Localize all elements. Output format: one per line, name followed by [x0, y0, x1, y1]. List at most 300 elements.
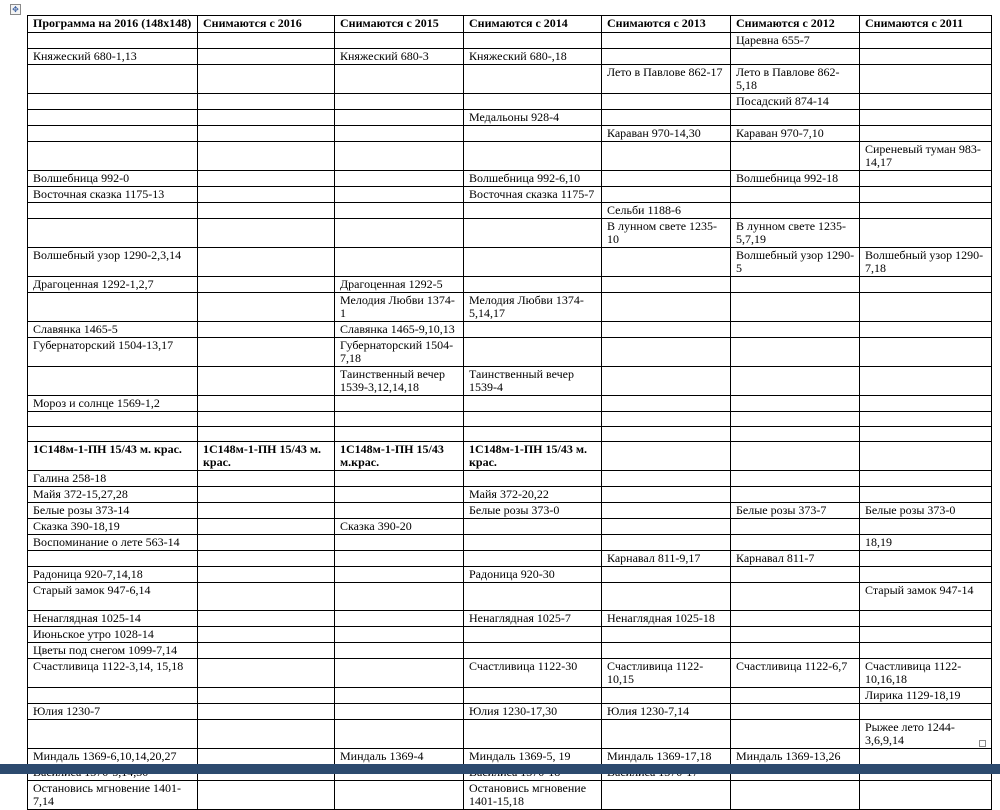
table-cell[interactable]: [731, 396, 860, 412]
table-cell[interactable]: Счастливица 1122-30: [464, 659, 602, 688]
table-cell[interactable]: [198, 519, 335, 535]
table-cell[interactable]: [28, 126, 198, 142]
table-cell[interactable]: [335, 643, 464, 659]
table-cell[interactable]: [198, 611, 335, 627]
table-cell[interactable]: [198, 688, 335, 704]
table-cell[interactable]: [464, 322, 602, 338]
table-cell[interactable]: Лирика 1129-18,19: [860, 688, 992, 704]
table-row: [28, 503, 992, 519]
table-cell[interactable]: [335, 171, 464, 187]
table-cell[interactable]: [602, 412, 731, 427]
table-cell[interactable]: [28, 94, 198, 110]
table-cell[interactable]: [731, 427, 860, 442]
table-cell[interactable]: [335, 659, 464, 688]
table-cell[interactable]: Миндаль 1369-6,10,14,20,27: [28, 749, 198, 765]
table-cell[interactable]: [28, 203, 198, 219]
table-cell[interactable]: [335, 567, 464, 583]
table-cell[interactable]: Волшебница 992-0: [28, 171, 198, 187]
table-cell[interactable]: Юлия 1230-7: [28, 704, 198, 720]
table-cell[interactable]: Остановись мгновение 1401-7,14: [28, 781, 198, 810]
table-cell[interactable]: [731, 338, 860, 367]
table-cell[interactable]: Губернаторский 1504-7,18: [335, 338, 464, 367]
table-cell[interactable]: [464, 519, 602, 535]
table-cell[interactable]: [602, 33, 731, 49]
table-cell[interactable]: Княжеский 680-3: [335, 49, 464, 65]
table-cell[interactable]: [198, 219, 335, 248]
table-cell[interactable]: [464, 277, 602, 293]
table-cell[interactable]: [860, 65, 992, 94]
table-cell[interactable]: 1С148м-1-ПН 15/43 м. крас.: [28, 442, 198, 471]
table-cell[interactable]: [731, 187, 860, 203]
table-cell[interactable]: [731, 688, 860, 704]
table-cell[interactable]: Белые розы 373-7: [731, 503, 860, 519]
table-cell[interactable]: [198, 277, 335, 293]
table-row: [28, 142, 992, 171]
table-cell[interactable]: [198, 33, 335, 49]
table-cell[interactable]: [860, 567, 992, 583]
table-cell[interactable]: Княжеский 680-1,13: [28, 49, 198, 65]
table-cell[interactable]: [731, 487, 860, 503]
table-cell[interactable]: [860, 203, 992, 219]
table-cell[interactable]: [602, 519, 731, 535]
table-cell[interactable]: Лето в Павлове 862-17: [602, 65, 731, 94]
table-cell[interactable]: [28, 219, 198, 248]
table-cell[interactable]: [860, 49, 992, 65]
table-cell[interactable]: Майя 372-15,27,28: [28, 487, 198, 503]
table-cell[interactable]: [602, 338, 731, 367]
table-cell[interactable]: [198, 720, 335, 749]
table-cell[interactable]: [602, 322, 731, 338]
table-cell[interactable]: Волшебный узор 1290-7,18: [860, 248, 992, 277]
table-cell[interactable]: [28, 367, 198, 396]
table-cell[interactable]: [28, 427, 198, 442]
table-cell[interactable]: [335, 720, 464, 749]
table-cell[interactable]: [335, 535, 464, 551]
table-cell[interactable]: Цветы под снегом 1099-7,14: [28, 643, 198, 659]
table-cell[interactable]: Карнавал 811-9,17: [602, 551, 731, 567]
table-cell[interactable]: Счастливица 1122-6,7: [731, 659, 860, 688]
table-row: [28, 627, 992, 643]
table-cell[interactable]: [198, 781, 335, 810]
table-row: [28, 583, 992, 611]
table-cell[interactable]: [28, 688, 198, 704]
table-cell[interactable]: Княжеский 680-,18: [464, 49, 602, 65]
table-row: [28, 611, 992, 627]
table-row: [28, 219, 992, 248]
table-cell[interactable]: Ненаглядная 1025-7: [464, 611, 602, 627]
table-cell[interactable]: [602, 171, 731, 187]
table-cell[interactable]: Миндаль 1369-5, 19: [464, 749, 602, 765]
table-cell[interactable]: [731, 322, 860, 338]
table-cell[interactable]: Драгоценная 1292-5: [335, 277, 464, 293]
table-cell[interactable]: [198, 643, 335, 659]
table-cell[interactable]: [335, 142, 464, 171]
table-cell[interactable]: [464, 248, 602, 277]
table-cell[interactable]: [860, 322, 992, 338]
table-body: [28, 33, 992, 810]
table-cell[interactable]: [602, 396, 731, 412]
table-cell[interactable]: [464, 412, 602, 427]
table-cell[interactable]: Славянка 1465-9,10,13: [335, 322, 464, 338]
table-cell[interactable]: [860, 781, 992, 810]
table-cell[interactable]: [464, 720, 602, 749]
table-cell[interactable]: [602, 583, 731, 611]
table-cell[interactable]: Юлия 1230-17,30: [464, 704, 602, 720]
table-cell[interactable]: [198, 396, 335, 412]
table-cell[interactable]: [860, 643, 992, 659]
table-cell[interactable]: [28, 551, 198, 567]
table-cell[interactable]: [602, 293, 731, 322]
table-cell[interactable]: [602, 503, 731, 519]
table-cell[interactable]: [860, 412, 992, 427]
table-cell[interactable]: [860, 442, 992, 471]
table-cell[interactable]: [198, 322, 335, 338]
table-cell[interactable]: [198, 94, 335, 110]
table-cell[interactable]: [28, 293, 198, 322]
table-cell[interactable]: [731, 471, 860, 487]
table-cell[interactable]: Волшебница 992-18: [731, 171, 860, 187]
table-cell[interactable]: [860, 396, 992, 412]
table-cell[interactable]: [335, 688, 464, 704]
table-cell[interactable]: Счастливица 1122-10,15: [602, 659, 731, 688]
table-cell[interactable]: [731, 277, 860, 293]
table-cell[interactable]: [28, 33, 198, 49]
table-cell[interactable]: [198, 110, 335, 126]
table-row: [28, 487, 992, 503]
table-cell[interactable]: Майя 372-20,22: [464, 487, 602, 503]
table-cell[interactable]: Миндаль 1369-4: [335, 749, 464, 765]
table-cell[interactable]: 18,19: [860, 535, 992, 551]
table-cell[interactable]: Ненаглядная 1025-14: [28, 611, 198, 627]
table-cell[interactable]: Воспоминание о лете 563-14: [28, 535, 198, 551]
table-cell[interactable]: [335, 583, 464, 611]
table-cell[interactable]: Таинственный вечер 1539-4: [464, 367, 602, 396]
table-cell[interactable]: Белые розы 373-14: [28, 503, 198, 519]
table-cell[interactable]: 1С148м-1-ПН 15/43 м. крас.: [464, 442, 602, 471]
table-cell[interactable]: [464, 219, 602, 248]
table-header-row: [28, 16, 992, 33]
table-cell[interactable]: В лунном свете 1235-10: [602, 219, 731, 248]
table-cell[interactable]: [464, 126, 602, 142]
table-cell[interactable]: [198, 142, 335, 171]
table-cell[interactable]: [464, 583, 602, 611]
table-cell[interactable]: [198, 203, 335, 219]
table-cell[interactable]: [602, 535, 731, 551]
table-cell[interactable]: [335, 248, 464, 277]
table-cell[interactable]: [860, 551, 992, 567]
table-row: [28, 248, 992, 277]
table-row: [28, 65, 992, 94]
table-cell[interactable]: Сказка 390-20: [335, 519, 464, 535]
table-cell[interactable]: [860, 277, 992, 293]
table-cell[interactable]: [731, 781, 860, 810]
table-cell[interactable]: [860, 338, 992, 367]
table-row: [28, 33, 992, 49]
table-cell[interactable]: Караван 970-7,10: [731, 126, 860, 142]
table-cell[interactable]: [731, 720, 860, 749]
table-cell[interactable]: Миндаль 1369-17,18: [602, 749, 731, 765]
table-cell[interactable]: Радоница 920-30: [464, 567, 602, 583]
table-cell[interactable]: Юлия 1230-7,14: [602, 704, 731, 720]
table-cell[interactable]: [198, 427, 335, 442]
table-row: [28, 187, 992, 203]
table-cell[interactable]: [198, 583, 335, 611]
table-cell[interactable]: [28, 720, 198, 749]
table-cell[interactable]: [602, 487, 731, 503]
table-cell[interactable]: Счастливица 1122-10,16,18: [860, 659, 992, 688]
table-cell[interactable]: [335, 412, 464, 427]
table-cell[interactable]: [731, 367, 860, 396]
table-cell[interactable]: [860, 171, 992, 187]
table-cell[interactable]: [602, 110, 731, 126]
table-cell[interactable]: [198, 412, 335, 427]
table-cell[interactable]: [731, 49, 860, 65]
table-cell[interactable]: Радоница 920-7,14,18: [28, 567, 198, 583]
table-cell[interactable]: [860, 519, 992, 535]
table-cell[interactable]: [335, 551, 464, 567]
table-cell[interactable]: [860, 627, 992, 643]
table-row: [28, 688, 992, 704]
window-bottom-bar: [0, 764, 1000, 774]
table-cell[interactable]: Волшебница 992-6,10: [464, 171, 602, 187]
table-cell[interactable]: [731, 583, 860, 611]
table-cell[interactable]: Остановись мгновение 1401-15,18: [464, 781, 602, 810]
table-cell[interactable]: [602, 94, 731, 110]
table-cell[interactable]: [198, 248, 335, 277]
table-cell[interactable]: Драгоценная 1292-1,2,7: [28, 277, 198, 293]
program-table: [27, 15, 992, 810]
table-cell[interactable]: Таинственный вечер 1539-3,12,14,18: [335, 367, 464, 396]
table-cell[interactable]: [602, 442, 731, 471]
table-cell[interactable]: [860, 94, 992, 110]
table-cell[interactable]: 1С148м-1-ПН 15/43 м.крас.: [335, 442, 464, 471]
table-cell[interactable]: [198, 503, 335, 519]
table-row: [28, 519, 992, 535]
table-cell[interactable]: Караван 970-14,30: [602, 126, 731, 142]
table-cell[interactable]: [731, 567, 860, 583]
table-cell[interactable]: [198, 627, 335, 643]
table-cell[interactable]: [464, 427, 602, 442]
table-cell[interactable]: Лето в Павлове 862-5,18: [731, 65, 860, 94]
table-cell[interactable]: [464, 551, 602, 567]
table-cell[interactable]: [602, 367, 731, 396]
table-cell[interactable]: [335, 427, 464, 442]
table-cell[interactable]: [464, 65, 602, 94]
header-cell: Снимаются с 2013: [602, 16, 731, 33]
table-cell[interactable]: Ненаглядная 1025-18: [602, 611, 731, 627]
table-cell[interactable]: [464, 94, 602, 110]
table-cell[interactable]: [860, 704, 992, 720]
table-cell[interactable]: [28, 110, 198, 126]
table-cell[interactable]: Сиреневый туман 983-14,17: [860, 142, 992, 171]
table-cell[interactable]: [731, 203, 860, 219]
table-cell[interactable]: [731, 442, 860, 471]
table-move-handle-icon[interactable]: ✥: [10, 4, 21, 15]
table-cell[interactable]: [335, 126, 464, 142]
table-cell[interactable]: [198, 567, 335, 583]
table-cell[interactable]: [602, 248, 731, 277]
table-cell[interactable]: Галина 258-18: [28, 471, 198, 487]
table-cell[interactable]: [464, 627, 602, 643]
table-cell[interactable]: [464, 535, 602, 551]
table-cell[interactable]: [198, 49, 335, 65]
table-cell[interactable]: [602, 643, 731, 659]
table-cell[interactable]: [198, 171, 335, 187]
table-cell[interactable]: Восточная сказка 1175-7: [464, 187, 602, 203]
table-cell[interactable]: [335, 611, 464, 627]
table-row: [28, 551, 992, 567]
table-cell[interactable]: [602, 627, 731, 643]
table-cell[interactable]: В лунном свете 1235-5,7,19: [731, 219, 860, 248]
table-cell[interactable]: [198, 367, 335, 396]
table-cell[interactable]: Счастливица 1122-3,14, 15,18: [28, 659, 198, 688]
table-cell[interactable]: [28, 142, 198, 171]
table-cell[interactable]: Посадский 874-14: [731, 94, 860, 110]
table-cell[interactable]: [602, 187, 731, 203]
table-cell[interactable]: [335, 94, 464, 110]
table-cell[interactable]: [860, 471, 992, 487]
table-cell[interactable]: Восточная сказка 1175-13: [28, 187, 198, 203]
table-cell[interactable]: [602, 720, 731, 749]
table-cell[interactable]: [731, 110, 860, 126]
table-cell[interactable]: [198, 293, 335, 322]
header-cell: Программа на 2016 (148х148): [28, 16, 198, 33]
table-row: [28, 643, 992, 659]
table-cell[interactable]: [860, 367, 992, 396]
table-cell[interactable]: [335, 471, 464, 487]
table-cell[interactable]: [335, 487, 464, 503]
table-row: [28, 704, 992, 720]
table-cell[interactable]: Сельби 1188-6: [602, 203, 731, 219]
table-cell[interactable]: [731, 643, 860, 659]
table-cell[interactable]: [860, 749, 992, 765]
table-cell[interactable]: Белые розы 373-0: [860, 503, 992, 519]
table-cell[interactable]: [198, 659, 335, 688]
table-row: [28, 471, 992, 487]
table-cell[interactable]: [198, 487, 335, 503]
table-cell[interactable]: [335, 627, 464, 643]
table-row: [28, 427, 992, 442]
table-cell[interactable]: [731, 611, 860, 627]
table-cell[interactable]: Белые розы 373-0: [464, 503, 602, 519]
table-cell[interactable]: [731, 412, 860, 427]
table-cell[interactable]: [602, 427, 731, 442]
table-cell[interactable]: [335, 65, 464, 94]
table-cell[interactable]: [198, 535, 335, 551]
table-cell[interactable]: Старый замок 947-14: [860, 583, 992, 611]
table-cell[interactable]: [860, 487, 992, 503]
table-cell[interactable]: [335, 781, 464, 810]
table-cell[interactable]: [464, 203, 602, 219]
table-cell[interactable]: Миндаль 1369-13,26: [731, 749, 860, 765]
table-cell[interactable]: [335, 110, 464, 126]
table-cell[interactable]: Волшебный узор 1290-2,3,14: [28, 248, 198, 277]
table-cell[interactable]: [602, 781, 731, 810]
table-cell[interactable]: [731, 519, 860, 535]
table-cell[interactable]: Мелодия Любви 1374-5,14,17: [464, 293, 602, 322]
table-resize-handle-icon[interactable]: [979, 740, 986, 747]
table-cell[interactable]: [335, 219, 464, 248]
table-cell[interactable]: Волшебный узор 1290-5: [731, 248, 860, 277]
table-cell[interactable]: [602, 471, 731, 487]
table-cell[interactable]: Июньское утро 1028-14: [28, 627, 198, 643]
table-cell[interactable]: [464, 688, 602, 704]
table-cell[interactable]: [860, 110, 992, 126]
table-cell[interactable]: [198, 749, 335, 765]
header-cell: Снимаются с 2011: [860, 16, 992, 33]
header-cell: Снимаются с 2015: [335, 16, 464, 33]
table-row: [28, 749, 992, 765]
table-cell[interactable]: [602, 567, 731, 583]
table-cell[interactable]: [198, 187, 335, 203]
table-cell[interactable]: [464, 338, 602, 367]
table-cell[interactable]: [860, 293, 992, 322]
table-row: [28, 277, 992, 293]
table-cell[interactable]: [198, 65, 335, 94]
table-cell[interactable]: [464, 33, 602, 49]
table-cell[interactable]: [198, 704, 335, 720]
table-cell[interactable]: Славянка 1465-5: [28, 322, 198, 338]
table-cell[interactable]: [464, 142, 602, 171]
table-cell[interactable]: [335, 396, 464, 412]
table-cell[interactable]: Сказка 390-18,19: [28, 519, 198, 535]
table-cell[interactable]: [335, 203, 464, 219]
table-cell[interactable]: [731, 142, 860, 171]
table-cell[interactable]: [860, 187, 992, 203]
table-cell[interactable]: [860, 219, 992, 248]
table-cell[interactable]: Мелодия Любви 1374-1: [335, 293, 464, 322]
table-cell[interactable]: Губернаторский 1504-13,17: [28, 338, 198, 367]
table-cell[interactable]: [731, 704, 860, 720]
table-cell[interactable]: [198, 551, 335, 567]
table-row: [28, 94, 992, 110]
table-cell[interactable]: [335, 33, 464, 49]
table-cell[interactable]: Рыжее лето 1244-3,6,9,14: [860, 720, 992, 749]
table-cell[interactable]: [860, 33, 992, 49]
table-cell[interactable]: [860, 427, 992, 442]
table-cell[interactable]: [602, 688, 731, 704]
table-cell[interactable]: [731, 535, 860, 551]
table-cell[interactable]: [335, 704, 464, 720]
table-row: [28, 338, 992, 367]
table-cell[interactable]: [731, 627, 860, 643]
table-cell[interactable]: [28, 412, 198, 427]
table-cell[interactable]: [602, 49, 731, 65]
table-cell[interactable]: [464, 643, 602, 659]
table-cell[interactable]: 1С148м-1-ПН 15/43 м. крас.: [198, 442, 335, 471]
table-cell[interactable]: [198, 126, 335, 142]
table-cell[interactable]: Медальоны 928-4: [464, 110, 602, 126]
table-cell[interactable]: [335, 187, 464, 203]
table-cell[interactable]: [602, 142, 731, 171]
table-cell[interactable]: [28, 65, 198, 94]
table-cell[interactable]: [860, 611, 992, 627]
table-cell[interactable]: Мороз и солнце 1569-1,2: [28, 396, 198, 412]
table-cell[interactable]: [198, 338, 335, 367]
table-cell[interactable]: Царевна 655-7: [731, 33, 860, 49]
table-cell[interactable]: [602, 277, 731, 293]
table-cell[interactable]: Старый замок 947-6,14: [28, 583, 198, 611]
table-cell[interactable]: [198, 471, 335, 487]
table-cell[interactable]: [335, 503, 464, 519]
table-cell[interactable]: [464, 471, 602, 487]
table-cell[interactable]: [464, 396, 602, 412]
table-cell[interactable]: [731, 293, 860, 322]
table-row: [28, 396, 992, 412]
header-cell: Снимаются с 2012: [731, 16, 860, 33]
table-cell[interactable]: [860, 126, 992, 142]
table-cell[interactable]: Карнавал 811-7: [731, 551, 860, 567]
